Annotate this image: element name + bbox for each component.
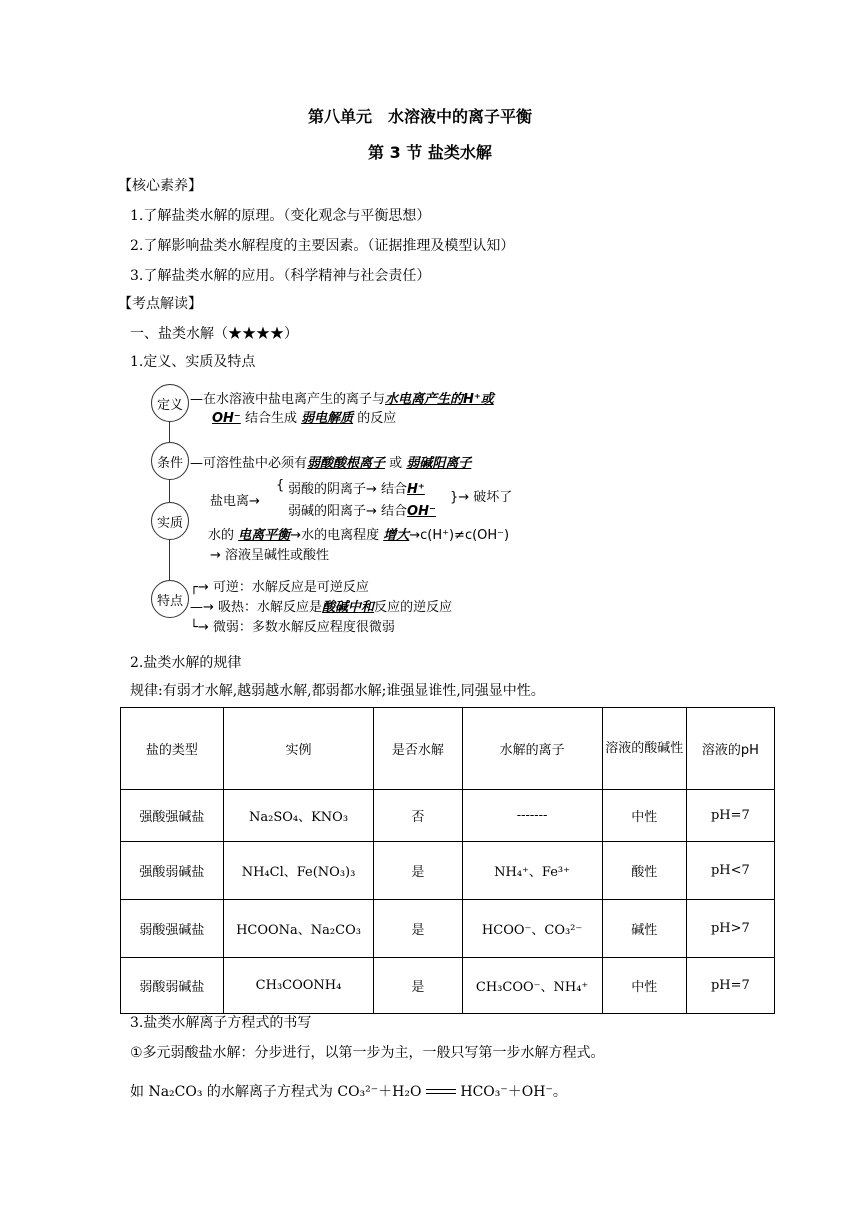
table-cell: 是 — [374, 842, 462, 900]
unit-title: 第八单元 水溶液中的离子平衡 — [308, 107, 533, 126]
ess-row1-a: 弱酸的阴离子→ 结合 — [288, 482, 408, 497]
feat-3: 微弱：多数水解反应程度很微弱 — [212, 620, 395, 635]
def-text-2c: 弱电解质 — [301, 411, 354, 426]
table-row — [121, 842, 775, 900]
table-header: 溶液的酸碱性 — [602, 708, 686, 790]
cond-text-b: 弱酸酸根离子 — [307, 456, 386, 471]
table-cell: 强酸弱碱盐 — [121, 842, 224, 900]
ess-w1: 水的 — [208, 528, 235, 543]
def-text-2d: 的反应 — [357, 411, 397, 426]
def-text-1b: 水电离产生的H⁺或 — [385, 392, 494, 407]
feat-2c: 反应的逆反应 — [374, 600, 453, 615]
table-cell: 是 — [374, 900, 462, 958]
table-cell: 否 — [374, 790, 462, 842]
node-condition: 条件 — [151, 442, 189, 480]
table-cell: 强酸强碱盐 — [121, 790, 224, 842]
ess-w4: 增大 — [383, 528, 410, 543]
cond-text-a: 可溶性盐中必须有 — [203, 456, 308, 471]
table-row — [121, 790, 775, 842]
core-item-3: 3.了解盐类水解的应用。（科学精神与社会责任） — [130, 268, 431, 284]
table-cell: pH>7 — [686, 900, 774, 958]
table-cell: 弱酸强碱盐 — [121, 900, 224, 958]
ess-row1-b: H⁺ — [407, 482, 425, 497]
table-cell: 酸性 — [602, 842, 686, 900]
table-cell: 中性 — [602, 958, 686, 1014]
writing-p2 — [130, 1081, 567, 1101]
table-cell: HCOO⁻、CO₃²⁻ — [462, 900, 602, 958]
feat-1: 可逆：水解反应是可逆反应 — [212, 580, 369, 595]
writing-p2-prefix: 如 Na₂CO₃ 的水解离子方程式为 CO₃²⁻＋H₂O — [130, 1084, 422, 1100]
table-cell: Na₂SO₄、KNO₃ — [223, 790, 374, 842]
table-cell: NH₄⁺、Fe³⁺ — [462, 842, 602, 900]
table-cell: 碱性 — [602, 900, 686, 958]
core-item-2: 2.了解影响盐类水解程度的主要因素。（证据推理及模型认知） — [130, 238, 515, 254]
table-header: 盐的类型 — [121, 708, 224, 790]
table-cell: pH=7 — [686, 790, 774, 842]
def-text-2b: 结合生成 — [244, 411, 297, 426]
table-header: 溶液的pH — [686, 708, 774, 790]
ess-w3: →水的电离程度 — [290, 528, 380, 543]
table-cell: 中性 — [602, 790, 686, 842]
table-cell: 是 — [374, 958, 462, 1014]
feat-2a: 吸热：水解反应是 — [218, 600, 323, 615]
exam-heading: 【考点解读】 — [118, 296, 202, 312]
table-cell: NH₄Cl、Fe(NO₃)₃ — [223, 842, 374, 900]
cond-text-c: 或 — [389, 456, 403, 471]
ess-row2-b: OH⁻ — [407, 504, 436, 519]
table-header-row — [121, 708, 775, 790]
table-cell: HCOONa、Na₂CO₃ — [223, 900, 374, 958]
ess-w5: →c(H⁺)≠c(OH⁻) — [409, 528, 510, 543]
table-cell: CH₃COO⁻、NH₄⁺ — [462, 958, 602, 1014]
ess-salt: 盐电离→ — [210, 494, 260, 509]
hydrolysis-table — [120, 707, 775, 1014]
reversible-arrow-icon — [426, 1087, 456, 1097]
node-feature: 特点 — [151, 580, 189, 618]
writing-heading: 3.盐类水解离子方程式的书写 — [130, 1015, 312, 1031]
concept-diagram: 定义 条件 实质 特点 —在水溶液中盐电离产生的离子与水电离产生的H⁺或 OH⁻ 结合生成 弱电解质 的反应 —可溶性盐中必须有弱酸酸根离子 或 弱碱阳离子 盐电离→ { 弱酸的阴离子→ 结合H⁺ 弱碱的阳离子→ 结合OH⁻ }→ 破坏了 水的 电离平衡→水的电离程度 增大→c(H⁺)≠c(OH⁻) → 溶液呈碱性或酸性 ┌→ 可逆：水解反应是可逆反应 —→ 吸热：水解反应是酸碱中和反应的逆反应 └→ 微弱：多数水解反应程度很微弱 — [148, 382, 568, 632]
ess-w6: → 溶液呈碱性或酸性 — [210, 548, 330, 563]
table-cell: CH₃COONH₄ — [223, 958, 374, 1014]
rule-text: 规律:有弱才水解,越弱越水解,都弱都水解;谁强显谁性,同强显中性。 — [130, 683, 545, 699]
node-definition: 定义 — [151, 384, 189, 422]
def-text-2a: OH⁻ — [212, 411, 241, 426]
cond-text-d: 弱碱阳离子 — [406, 456, 472, 471]
ess-break: 破坏了 — [473, 490, 513, 505]
table-row — [121, 958, 775, 1014]
ess-row2-a: 弱碱的阳离子→ 结合 — [288, 504, 408, 519]
table-cell: pH=7 — [686, 958, 774, 1014]
node-essence: 实质 — [151, 502, 189, 540]
sub1-heading: 1.定义、实质及特点 — [130, 354, 256, 370]
core-heading: 【核心素养】 — [118, 178, 202, 194]
feat-2b: 酸碱中和 — [322, 600, 375, 615]
table-header: 实例 — [223, 708, 374, 790]
writing-p2-suffix: HCO₃⁻＋OH⁻。 — [460, 1084, 567, 1100]
ess-w2: 电离平衡 — [238, 528, 291, 543]
table-row — [121, 900, 775, 958]
section-title: 第 3 节 盐类水解 — [368, 143, 492, 162]
core-item-1: 1.了解盐类水解的原理。（变化观念与平衡思想） — [130, 208, 431, 224]
part1-heading: 一、盐类水解（★★★★） — [130, 326, 298, 342]
def-text-1a: 在水溶液中盐电离产生的离子与 — [203, 392, 386, 407]
table-header: 水解的离子 — [462, 708, 602, 790]
table-cell: 弱酸弱碱盐 — [121, 958, 224, 1014]
table-cell: ------- — [462, 790, 602, 842]
writing-p1: ①多元弱酸盐水解：分步进行，以第一步为主，一般只写第一步水解方程式。 — [130, 1045, 605, 1061]
table-cell: pH<7 — [686, 842, 774, 900]
table-header: 是否水解 — [374, 708, 462, 790]
rule-heading: 2.盐类水解的规律 — [130, 655, 242, 671]
